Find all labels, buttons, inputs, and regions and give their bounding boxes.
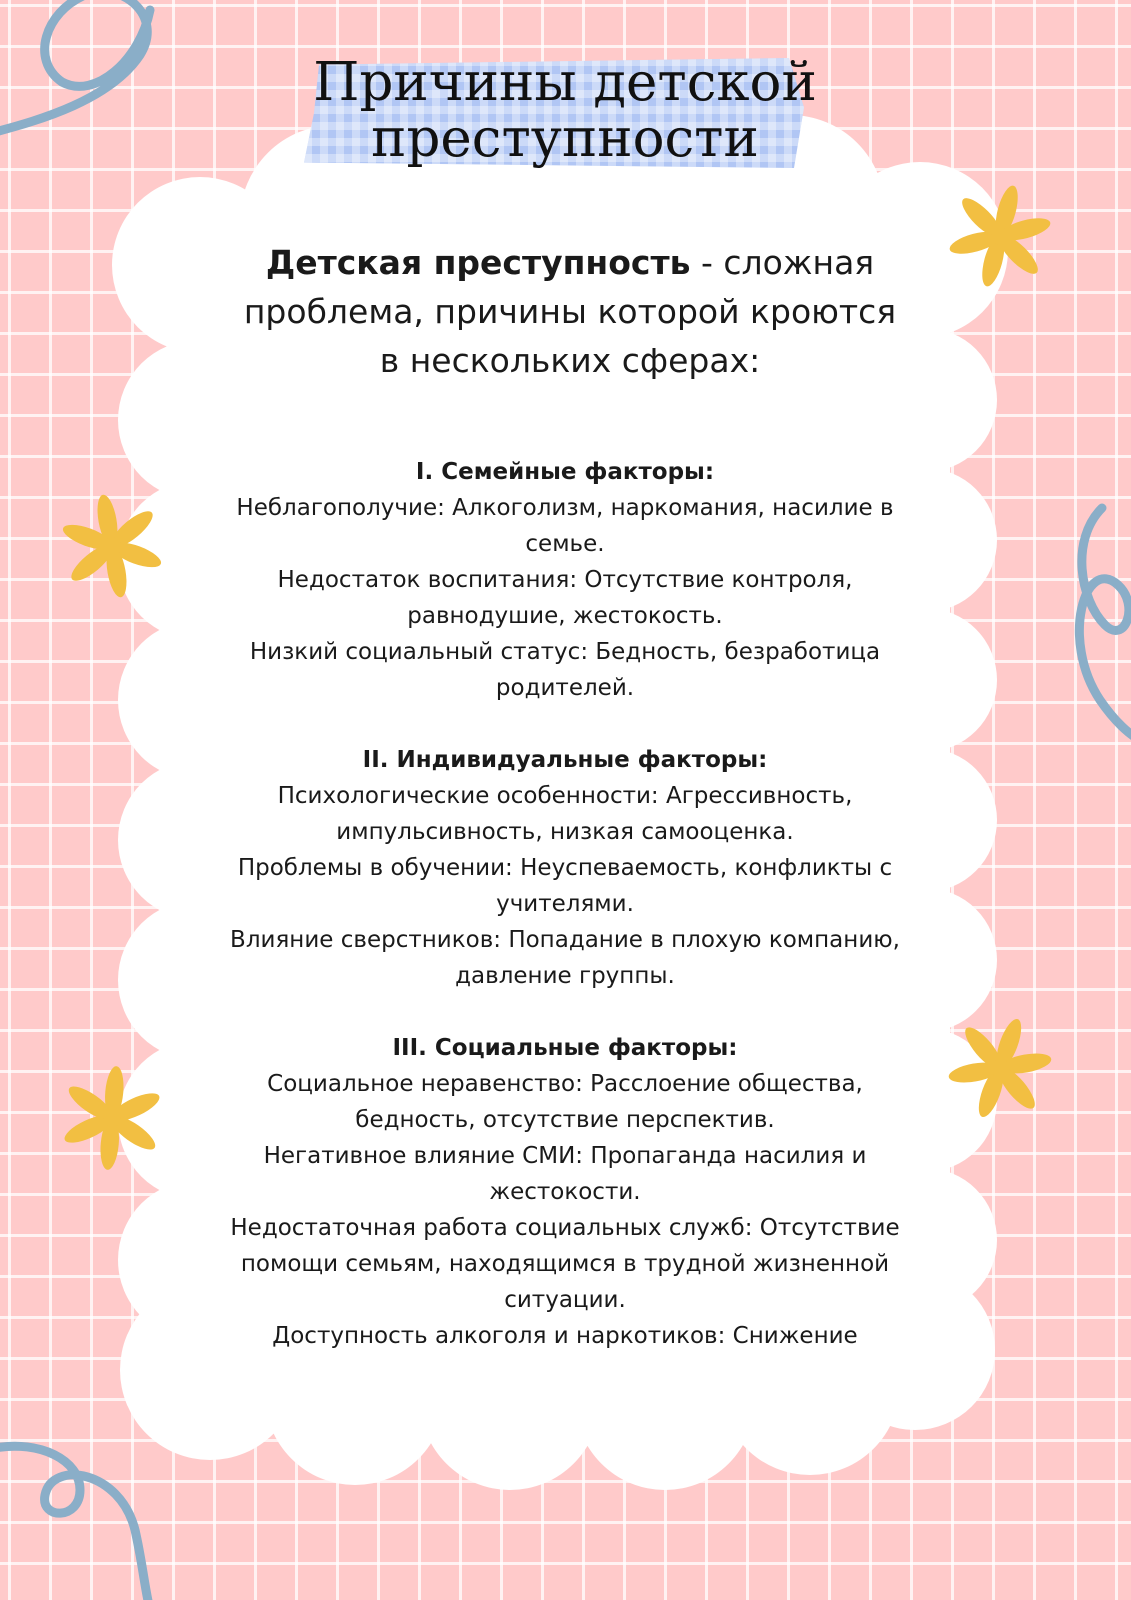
flower-icon — [936, 1002, 1065, 1134]
section-heading: I. Семейные факторы: — [415, 459, 715, 485]
flower-icon — [939, 173, 1062, 299]
section-social — [205, 1030, 925, 1354]
section-item: Социальное неравенство: Расслоение общества, бедность, отсутствие перспектив. — [267, 1071, 863, 1133]
section-item: Психологические особенности: Агрессивность, импульсивность, низкая самооценка. — [277, 783, 853, 845]
section-family — [205, 454, 925, 706]
section-item: Проблемы в обучении: Неуспеваемость, конфликты с учителями. — [237, 855, 893, 917]
section-item: Неблагополучие: Алкоголизм, наркомания, насилие в семье. — [236, 495, 894, 557]
section-individual — [205, 742, 925, 994]
section-item: Негативное влияние СМИ: Пропаганда насилия и жестокости. — [263, 1143, 867, 1205]
intro-text: - сложная проблема, причины которой кроются в нескольких сферах: — [243, 243, 897, 380]
page-title-line1: Причины детской — [313, 52, 817, 113]
page-title — [230, 52, 900, 169]
factor-sections — [205, 454, 925, 1390]
section-heading: II. Индивидуальные факторы: — [362, 747, 768, 773]
section-heading: III. Социальные факторы: — [392, 1035, 738, 1061]
intro-paragraph — [240, 238, 900, 385]
section-item: Недостаток воспитания: Отсутствие контроля, равнодушие, жестокость. — [277, 567, 853, 629]
section-item: Недостаточная работа социальных служб: Отсутствие помощи семьям, находящимся в трудной жизненной ситуации. — [230, 1215, 900, 1313]
section-item: Низкий социальный статус: Бедность, безработица родителей. — [249, 639, 881, 701]
page-title-line2: преступности — [371, 108, 759, 169]
flower-icon — [58, 1062, 166, 1174]
intro-bold-term: Детская преступность — [265, 243, 691, 282]
section-item: Доступность алкоголя и наркотиков: Снижение — [272, 1323, 858, 1349]
section-item: Влияние сверстников: Попадание в плохую компанию, давление группы. — [230, 927, 900, 989]
flower-icon — [54, 486, 170, 606]
